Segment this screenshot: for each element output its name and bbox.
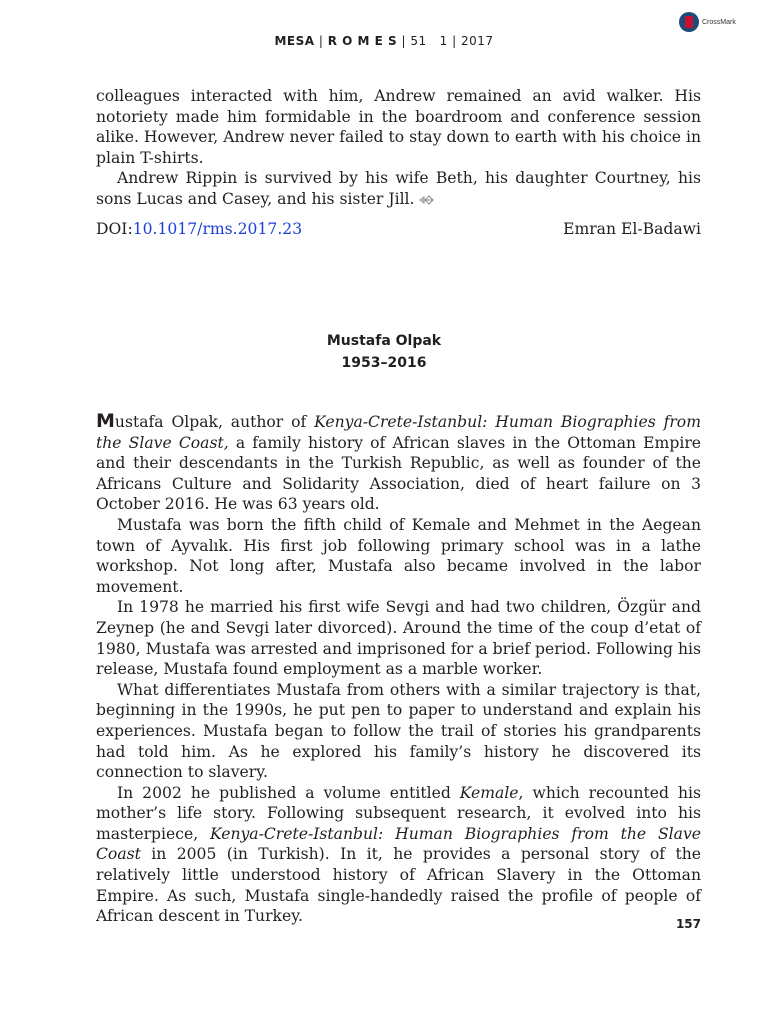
paragraph: What differentiates Mustafa from others with a similar trajectory is that, beginning in the 1990s, he put pen to paper to understand and explain his experiences. Mustafa began to follow the trail of stories his grandparents had told him. As he explored his family’s history he discovered its connection to slavery. <box>96 680 701 782</box>
paragraph <box>96 168 701 209</box>
year: 2017 <box>460 34 494 48</box>
issue-number: 1 <box>439 34 448 48</box>
paragraph: Mustafa was born the fifth child of Kemale and Mehmet in the Aegean town of Ayvalık. His first job following primary school was in a lathe workshop. Not long after, Mustafa also became involved in the labor movement. <box>96 515 701 596</box>
crossmark-badge[interactable] <box>679 12 736 32</box>
crossmark-label: CrossMark <box>702 18 736 26</box>
doi <box>96 220 302 238</box>
obituary-title-block <box>0 330 768 374</box>
paragraph: In 1978 he married his first wife Sevgi and had two children, Özgür and Zeynep (he and Sevgi later divorced). Around the time of the coup d’etat of 1980, Mustafa was arrested and imprisoned for a brief period. Following his release, Mustafa found employment as a marble worker. <box>96 598 701 679</box>
paragraph: colleagues interacted with him, Andrew remained an avid walker. His notoriety made him formidable in the boardroom and conference session alike. However, Andrew never failed to stay down to earth with his choice in plain T-shirts. <box>96 87 701 167</box>
crossmark-icon <box>679 12 699 32</box>
section-name: R O M E S <box>327 34 398 48</box>
drop-cap: M <box>96 410 115 432</box>
author-name: Emran El-Badawi <box>563 220 701 238</box>
book-title: Kemale <box>459 783 519 802</box>
doi-line <box>96 220 701 238</box>
page-number: 157 <box>675 917 701 931</box>
paragraph: Mustafa Olpak, author of Kenya-Crete-Istanbul: Human Biographies from the Slave Coast, a family history of African slaves in the Ottoman Empire and their descendants in the Turkish Republic, as well as founder of the Africans Culture and Solidarity Association, died of heart failure on 3 October 2016. He was 63 years old. <box>96 410 701 514</box>
volume-number: 51 <box>410 34 427 48</box>
book-title: Kenya-Crete-Istanbul: Human Biographies from the Slave Coast, <box>96 413 701 452</box>
journal-name: MESA <box>274 34 315 48</box>
survived-by-text: Andrew Rippin is survived by his wife Beth, his daughter Courtney, his sons Lucas and Casey, and his sister Jill. <box>96 169 701 208</box>
book-title: Kenya-Crete-Istanbul: Human Biographies from the Slave Coast <box>96 824 701 864</box>
obituary-name: Mustafa Olpak <box>326 333 442 349</box>
running-header: MESA | R O M E S | 51 1 | 2017 <box>274 34 494 48</box>
obituary-body <box>96 411 701 927</box>
doi-link[interactable]: 10.1017/rms.2017.23 <box>132 220 303 238</box>
previous-article-ending <box>96 86 701 210</box>
obituary-years: 1953–2016 <box>341 355 427 371</box>
doi-prefix: DOI: <box>96 220 133 238</box>
end-of-article-icon <box>419 195 435 205</box>
paragraph: In 2002 he published a volume entitled Kemale, which recounted his mother’s life story. Following subsequent research, it evolved into his masterpiece, Kenya-Crete-Istanbul: Human Biographies from the Slave Coast in 2005 (in Turkish). In it, he provides a personal story of the relatively little understood history of African Slavery in the Ottoman Empire. As such, Mustafa single-handedly raised the profile of people of African descent in Turkey. <box>96 783 701 926</box>
